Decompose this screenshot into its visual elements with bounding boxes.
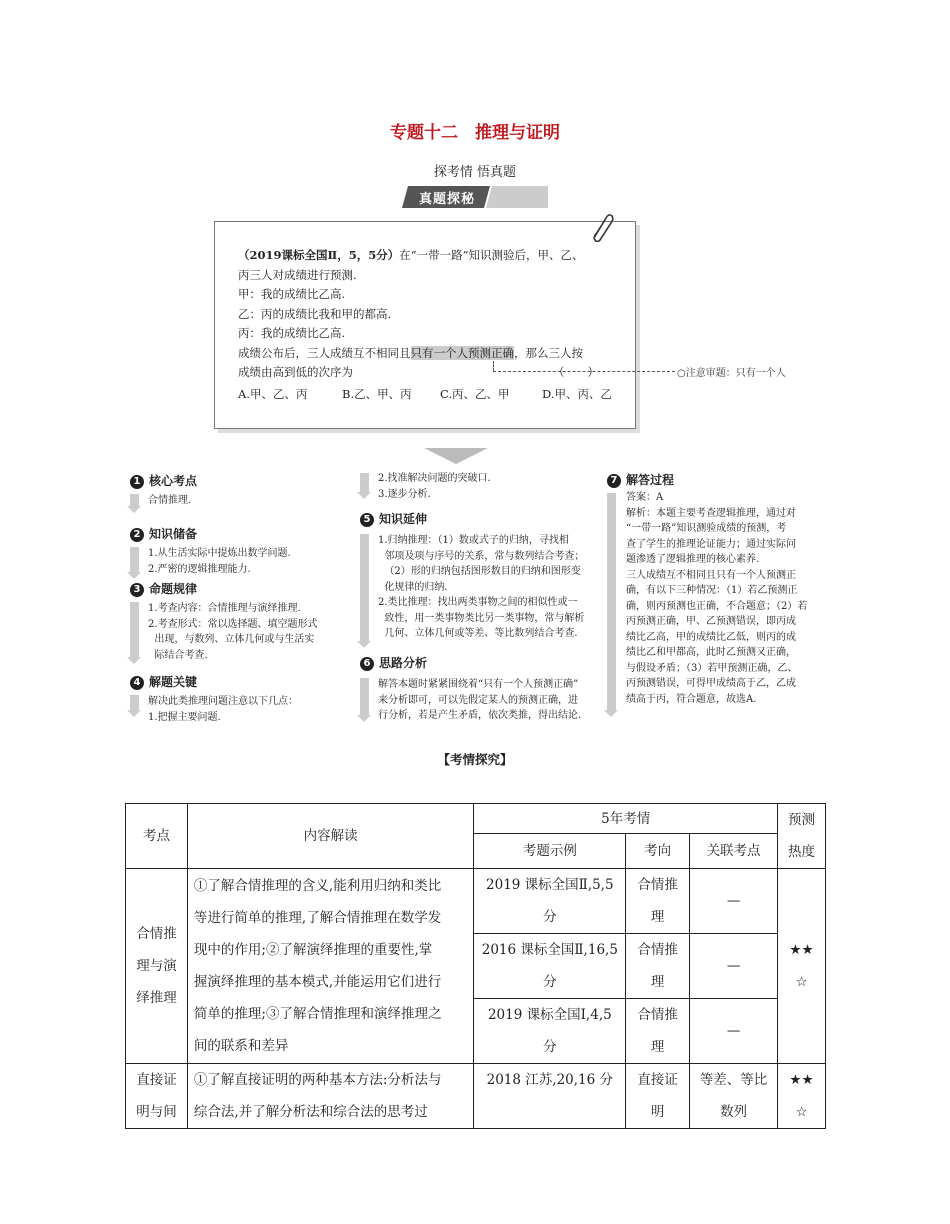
section-body: 解决此类推理问题注意以下几点： 1.把握主要问题. <box>148 696 298 723</box>
topic-cell: 合情推 理与演 绎推理 <box>126 869 188 1064</box>
section-heading: 解题关键 <box>149 675 198 690</box>
down-arrow-icon <box>424 448 488 464</box>
option-c: C.丙、乙、甲 <box>440 386 510 401</box>
header-related: 关联考点 <box>690 834 778 869</box>
section-number: 6 <box>360 657 374 671</box>
question-line: 成绩由高到低的次序为 <box>238 365 353 379</box>
review-note: ○注意审题：只有一个人 <box>677 368 786 379</box>
related-cell: 等差、等比 数列 <box>690 1064 778 1129</box>
section-heading: 解答过程 <box>626 473 675 488</box>
section-heading: 知识储备 <box>149 527 198 542</box>
section-number: 5 <box>360 513 374 527</box>
heat-stars: ★★ ☆ <box>778 869 826 1064</box>
section-body: 答案：A 解析：本题主要考查逻辑推理，通过对 “一带一路”知识测验成绩的预测，考 查了学生的推理论证能力；通过实际问 题渗透了逻辑推理的核心素养. 三人成绩互不相同且只有一个人预测正 确，有以下三种情况：（1）若乙预测正 确，则丙预测也正确，不合题意；（2）若 丙预测正确，甲、乙预测错误，即丙成 绩比乙高，甲的成绩比乙低，则丙的成 绩比乙和甲都高，此时乙预测又正确， 与假设矛盾；（3）若甲预测正确，乙、 丙预测错误，可得甲成绩高于乙，乙成 绩高于丙，符合题意，故选A. <box>626 492 808 705</box>
header-content: 内容解读 <box>187 804 474 869</box>
note-pointer <box>493 361 494 371</box>
note-pointer-line <box>493 371 675 372</box>
section-knowledge <box>130 525 360 575</box>
section-number: 4 <box>130 676 144 690</box>
question-line: 丙三人对成绩进行预测. <box>238 267 357 282</box>
header-direction: 考向 <box>626 834 690 869</box>
banner-label: 真题探秘 <box>418 192 475 207</box>
header-example: 考题示例 <box>474 834 626 869</box>
section-body: 合情推理. <box>148 495 192 506</box>
content-cell: ①了解直接证明的两种基本方法:分析法与 综合法,并了解分析法和综合法的思考过 <box>187 1064 474 1129</box>
exam-analysis-table <box>125 803 826 1129</box>
related-cell: — <box>690 999 778 1064</box>
question-line: ，那么三人按 <box>514 345 583 360</box>
direction-cell: 合情推 理 <box>626 869 690 934</box>
section-body: 1.归纳推理：（1）数或式子的归纳，寻找相 邻项及项与序号的关系，常与数列结合考查； （2）形的归纳包括图形数目的归纳和图形变 化规律的归纳. 2.类比推理：找出两类事物之间的相似性或一 致性，用一类事物类比另一类事物，常与解析 几何、立体几何或等差、等比数列结合考查. <box>378 535 585 639</box>
page-title: 专题十二 推理与证明 <box>390 123 560 143</box>
direction-cell: 合情推 理 <box>626 934 690 999</box>
example-cell: 2019 课标全国Ⅱ,5,5 分 <box>474 869 626 934</box>
highlighted-phrase: 只有一个人预测正确 <box>410 345 514 360</box>
header-kaodian: 考点 <box>126 804 188 869</box>
section-extension <box>360 510 610 639</box>
related-cell: — <box>690 934 778 999</box>
section-body: 1.从生活实际中提炼出数学问题. 2.严密的逻辑推理能力. <box>148 548 291 575</box>
question-text <box>238 246 618 404</box>
content-cell: ①了解合情推理的含义,能利用归纳和类比 等进行简单的推理,了解合情推理在数学发 现中的作用;②了解演绎推理的重要性,掌 握演绎推理的基本模式,并能运用它们进行 简单的推理;③了解合情推理和演绎推理之 间的联系和差异 <box>187 869 474 1064</box>
section-pattern <box>130 580 360 661</box>
example-cell: 2016 课标全国Ⅱ,16,5 分 <box>474 934 626 999</box>
section-core-points <box>130 472 360 506</box>
question-line: 成绩公布后，三人成绩互不相同且 <box>238 345 411 360</box>
section-heading: 核心考点 <box>149 474 198 489</box>
section-heading: 知识延伸 <box>379 512 428 527</box>
example-cell: 2019 课标全国Ⅰ,4,5 分 <box>474 999 626 1064</box>
section-number: 1 <box>130 475 144 489</box>
section-title: 【考情探究】 <box>437 752 513 767</box>
example-cell: 2018 江苏,20,16 分 <box>474 1064 626 1129</box>
option-b: B.乙、甲、丙 <box>342 386 412 401</box>
question-line: 乙：丙的成绩比我和甲的都高. <box>238 306 392 321</box>
section-solution <box>607 471 832 705</box>
option-d: D.甲、丙、乙 <box>542 386 612 401</box>
direction-cell: 直接证 明 <box>626 1064 690 1129</box>
question-line: 甲：我的成绩比乙高. <box>238 287 346 301</box>
header-forecast: 预测 热度 <box>778 804 826 869</box>
section-key <box>130 673 360 723</box>
option-a: A.甲、乙、丙 <box>238 386 308 401</box>
section-heading: 命题规律 <box>149 582 198 597</box>
section-body: 解答本题时紧紧围绕着“只有一个人预测正确” 来分析即可，可以先假定某人的预测正确，进 行分析，若是产生矛盾，依次类推，得出结论. <box>378 679 582 721</box>
question-line: 在“一带一路”知识测验后，甲、乙、 <box>399 248 584 262</box>
section-number: 2 <box>130 528 144 542</box>
header-5year: 5年考情 <box>474 804 778 834</box>
section-number: 7 <box>607 474 621 488</box>
section-body: 1.考查内容：合情推理与演绎推理. 2.考查形式：常以选择题、填空题形式 出现，与数列、立体几何或与生活实 际结合考查. <box>148 603 318 661</box>
question-line: 丙：我的成绩比乙高. <box>238 326 346 340</box>
topic-cell: 直接证 明与间 <box>126 1064 188 1129</box>
section-heading: 思路分析 <box>379 656 428 671</box>
answer-blank: （ ） <box>553 365 599 379</box>
page-subtitle: 探考情 悟真题 <box>433 165 517 180</box>
section-number: 3 <box>130 583 144 597</box>
section-body: 2.找准解决问题的突破口. 3.逐步分析. <box>378 473 491 500</box>
heat-stars: ★★ ☆ <box>778 1064 826 1129</box>
section-banner <box>402 186 548 208</box>
question-source: （2019课标全国Ⅱ，5，5分） <box>238 248 400 262</box>
related-cell: — <box>690 869 778 934</box>
section-approach <box>360 654 610 721</box>
paperclip-icon <box>588 212 614 242</box>
direction-cell: 合情推 理 <box>626 999 690 1064</box>
